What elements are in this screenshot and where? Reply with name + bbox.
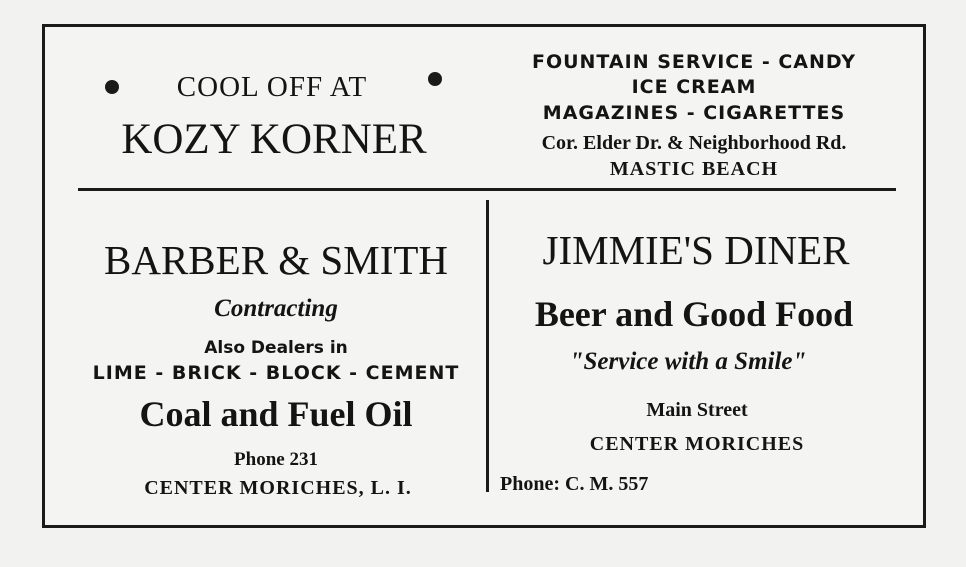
jimmies-diner-phone: Phone: C. M. 557 — [500, 473, 649, 495]
jimmies-diner-town: CENTER MORICHES — [589, 433, 805, 455]
jimmies-diner-street: Main Street — [646, 399, 748, 421]
bullet-dot-icon — [428, 72, 442, 86]
barber-smith-service: Contracting — [214, 295, 338, 322]
kozy-line-1: FOUNTAIN SERVICE - CANDY — [531, 51, 857, 73]
barber-smith-town: CENTER MORICHES, L. I. — [144, 477, 412, 499]
barber-smith-phone: Phone 231 — [234, 449, 318, 470]
barber-smith-fuel: Coal and Fuel Oil — [139, 394, 413, 434]
jimmies-diner-name: JIMMIE'S DINER — [542, 227, 850, 273]
vertical-divider — [486, 200, 489, 492]
kozy-town: MASTIC BEACH — [609, 158, 779, 180]
jimmies-diner-tagline: Beer and Good Food — [534, 294, 854, 334]
kozy-address: Cor. Elder Dr. & Neighborhood Rd. — [541, 132, 847, 154]
kozy-line-3: MAGAZINES - CIGARETTES — [542, 102, 846, 124]
kozy-headline: COOL OFF AT — [176, 71, 368, 103]
jimmies-diner-slogan: "Service with a Smile" — [569, 348, 807, 375]
horizontal-divider — [78, 188, 896, 191]
kozy-line-2: ICE CREAM — [631, 76, 757, 98]
barber-smith-name: BARBER & SMITH — [104, 237, 448, 283]
barber-smith-dealers: Also Dealers in — [204, 338, 348, 358]
bullet-dot-icon — [105, 80, 119, 94]
barber-smith-materials: LIME - BRICK - BLOCK - CEMENT — [92, 362, 460, 384]
kozy-business-name: KOZY KORNER — [121, 116, 427, 163]
